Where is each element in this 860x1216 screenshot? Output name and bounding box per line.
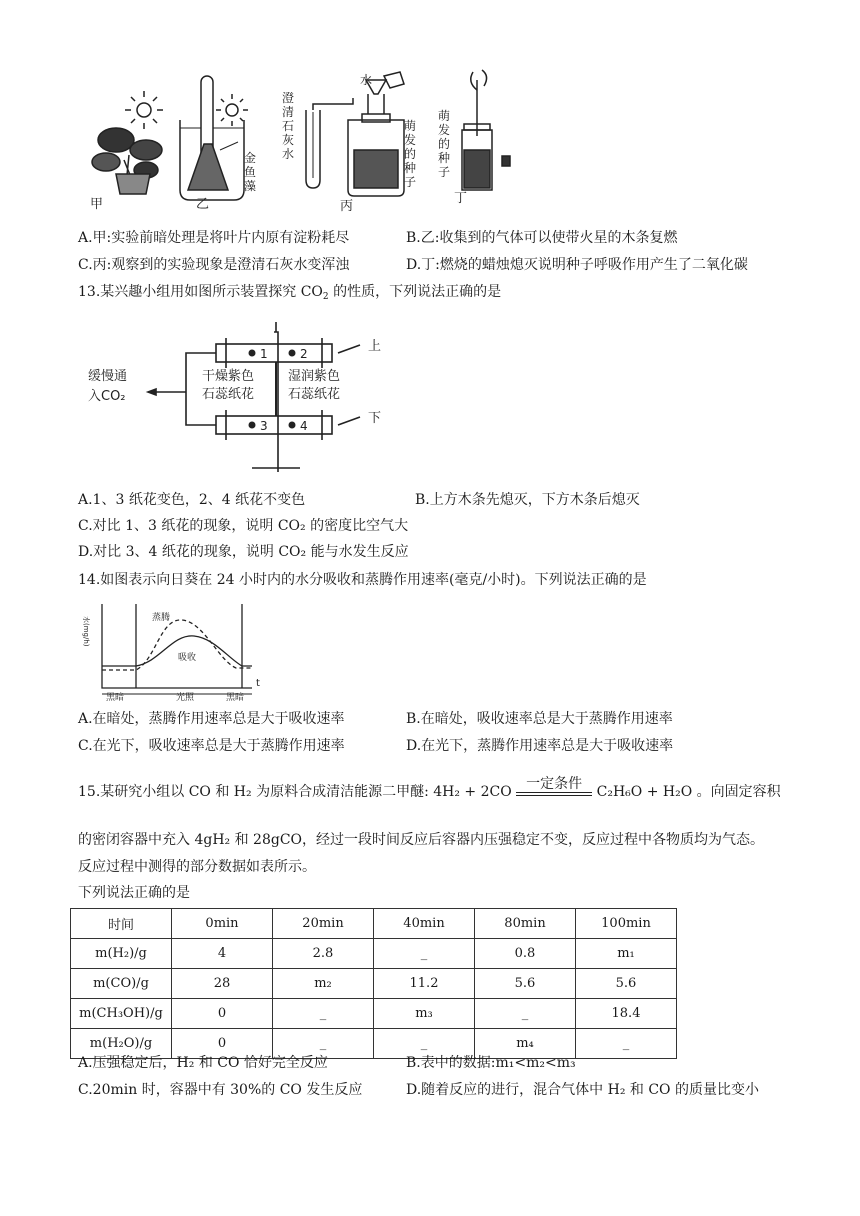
table-cell: _ [374,1029,475,1059]
candle-jar-figure [462,70,510,190]
period-label-dark-2: 黑暗 [226,693,245,703]
absorption-curve [102,636,252,666]
q15-option-c: C.20min 时，容器中有 30%的 CO 发生反应 [78,1082,363,1098]
svg-text:澄: 澄 [282,91,295,105]
table-cell: m(H₂O)/g [71,1029,172,1059]
flower-3-label: 3 [260,419,268,433]
table-header-cell: 100min [576,909,677,939]
svg-text:萌: 萌 [438,109,451,123]
beaker-figure [180,76,248,200]
q14-option-a: A.在暗处，蒸腾作用速率总是大于吸收速率 [78,711,345,727]
q14-option-c: C.在光下，吸收速率总是大于蒸腾作用速率 [78,738,345,754]
label-yi: 乙 [196,197,210,212]
table-header-cell: 80min [475,909,576,939]
label-jia: 甲 [90,197,104,212]
table-cell: _ [374,939,475,969]
period-label-light: 光照 [176,693,195,703]
svg-text:石蕊纸花: 石蕊纸花 [288,387,341,402]
table-header-cell: 20min [273,909,374,939]
svg-text:石蕊纸花: 石蕊纸花 [202,387,255,402]
q15-data-table [70,908,677,1059]
table-header-cell: 0min [172,909,273,939]
flower-1-label: 1 [260,347,268,361]
svg-text:水: 水 [282,147,295,161]
table-header-cell: 40min [374,909,475,939]
q15-option-b: B.表中的数据:m₁<m₂<m₃ [406,1055,576,1071]
q14-option-d: D.在光下，蒸腾作用速率总是大于吸收速率 [406,738,674,754]
table-cell: 4 [172,939,273,969]
table-cell: _ [273,1029,374,1059]
table-row [71,939,677,969]
series-label-transpiration: 蒸腾 [152,613,171,623]
label-bing: 丙 [340,199,354,214]
q13-stem: 13.某兴趣小组用如图所示装置探究 $CO_2$ 的性质，下列说法正确的是 [78,284,502,302]
q15-stem-line1: 15.某研究小组以 CO 和 H₂ 为原料合成清洁能源二甲醚: 4H₂ + 2CO 一定条件 C₂H₆O + H₂O 。向固定容积 [78,776,781,800]
plant-figure [92,91,163,194]
table-cell: m(H₂)/g [71,939,172,969]
svg-text:湿润紫色: 湿润紫色 [288,369,341,384]
flower-4-label: 4 [300,419,308,433]
svg-text:发: 发 [404,133,417,147]
table-header-row [71,909,677,939]
q13-option-b: B.上方木条先熄灭，下方木条后熄灭 [415,492,640,508]
table-cell: m₃ [374,999,475,1029]
q13-figure [86,318,396,478]
table-row [71,969,677,999]
table-cell: _ [475,999,576,1029]
table-cell: m(CO)/g [71,969,172,999]
chart-ylabel: 水(mg/h) [82,616,90,647]
svg-text:金: 金 [244,151,257,165]
period-label-dark-1: 黑暗 [106,693,125,703]
svg-text:萌: 萌 [404,119,417,133]
table-cell: 0 [172,1029,273,1059]
series-label-absorption: 吸收 [178,653,197,663]
label-up: 上 [368,339,382,354]
q13-option-c: C.对比 1、3 纸花的现象，说明 CO₂ 的密度比空气大 [78,518,409,534]
svg-text:种: 种 [438,151,451,165]
q15-stem-line4: 下列说法正确的是 [78,885,190,901]
q14-option-b: B.在暗处，吸收速率总是大于蒸腾作用速率 [406,711,673,727]
svg-text:发: 发 [438,123,451,137]
equation-left: 4H₂ + 2CO [433,784,512,800]
equation-arrow [516,776,592,802]
sun-icon-yi [216,94,248,126]
q14-stem: 14.如图表示向日葵在 24 小时内的水分吸收和蒸腾作用速率(毫克/小时)。下列说法正确的是 [78,572,647,588]
limewater-setup [306,72,404,196]
equation-right: C₂H₆O + H₂O [596,784,693,800]
equation-condition: 一定条件 [526,776,583,792]
table-cell: m₂ [273,969,374,999]
table-cell: m₁ [576,939,677,969]
svg-text:入CO₂: 入CO₂ [88,389,126,404]
label-ding: 丁 [454,191,468,206]
table-cell: 0 [172,999,273,1029]
svg-text:缓慢通: 缓慢通 [88,369,128,384]
q12-figure [84,70,524,220]
label-down: 下 [368,411,382,426]
transpiration-curve [102,620,252,670]
table-cell: 28 [172,969,273,999]
q15-stem-line2: 的密闭容器中充入 4gH₂ 和 28gCO，经过一段时间反应后容器内压强稳定不变，反应过程中各物质均为气态。 [78,832,765,848]
q12-option-a: A.甲:实验前暗处理是将叶片内原有淀粉耗尽 [78,230,350,246]
q12-option-c: C.丙:观察到的实验现象是澄清石灰水变浑浊 [78,257,350,273]
q14-chart [82,600,266,703]
table-cell: m₄ [475,1029,576,1059]
svg-text:石: 石 [282,119,295,133]
sun-icon-jia [125,91,163,129]
chart-xlabel: t [256,678,260,689]
svg-text:灰: 灰 [282,133,295,147]
svg-text:子: 子 [404,175,417,189]
q15-option-a: A.压强稳定后，H₂ 和 CO 恰好完全反应 [78,1055,328,1071]
svg-text:干燥紫色: 干燥紫色 [202,369,255,384]
chart-axes [102,604,252,688]
q13-option-d: D.对比 3、4 纸花的现象，说明 CO₂ 能与水发生反应 [78,544,409,560]
q13-option-a: A.1、3 纸花变色，2、4 纸花不变色 [78,492,306,508]
table-row [71,999,677,1029]
svg-text:的: 的 [404,147,417,161]
svg-text:清: 清 [282,105,295,119]
table-cell: _ [273,999,374,1029]
q15-stem-line3: 反应过程中测得的部分数据如表所示。 [78,859,316,875]
svg-text:水: 水 [360,73,373,87]
table-cell: 18.4 [576,999,677,1029]
svg-text:鱼: 鱼 [244,165,257,179]
table-cell: 11.2 [374,969,475,999]
flower-2-label: 2 [300,347,308,361]
svg-text:种: 种 [404,161,417,175]
q15-option-d: D.随着反应的进行，混合气体中 H₂ 和 CO 的质量比变小 [406,1082,759,1098]
q12-option-d: D.丁:燃烧的蜡烛熄灭说明种子呼吸作用产生了二氧化碳 [406,257,748,273]
svg-text:的: 的 [438,137,451,151]
table-cell: 2.8 [273,939,374,969]
q12-option-b: B.乙:收集到的气体可以使带火星的木条复燃 [406,230,678,246]
table-cell: 5.6 [576,969,677,999]
table-cell: 5.6 [475,969,576,999]
table-cell: 0.8 [475,939,576,969]
svg-text:子: 子 [438,165,451,179]
table-cell: _ [576,1029,677,1059]
table-header-cell: 时间 [71,909,172,939]
svg-text:藻: 藻 [244,179,257,193]
table-cell: m(CH₃OH)/g [71,999,172,1029]
